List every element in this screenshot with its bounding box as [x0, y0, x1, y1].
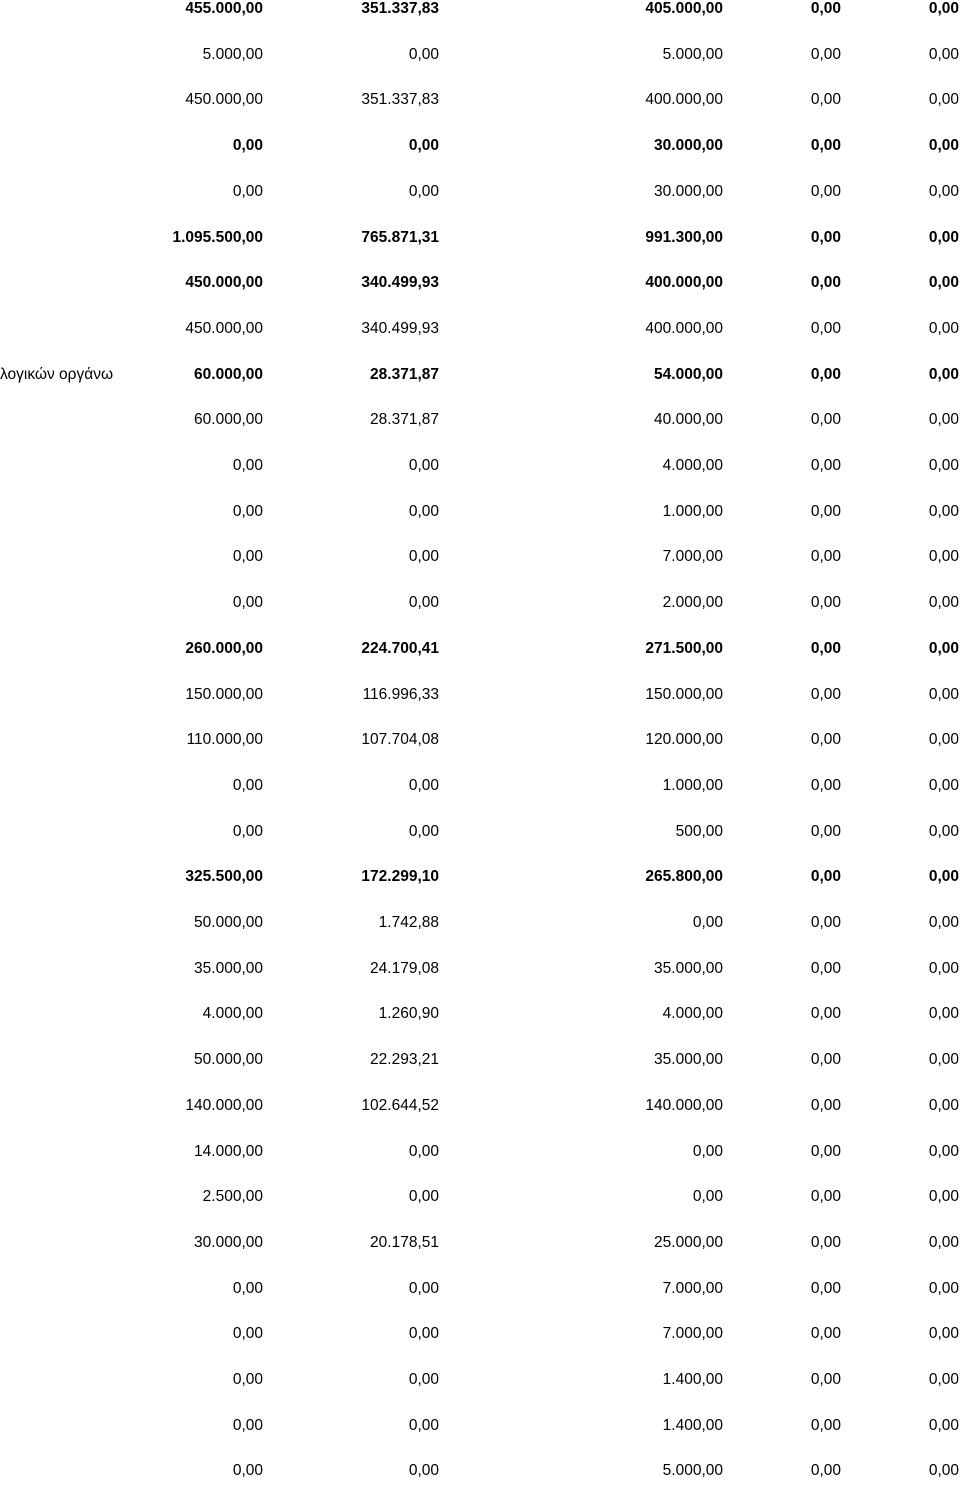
amount-cell-col-1: 0,00 [232, 776, 263, 794]
amount-cell-col-3: 400.000,00 [645, 319, 723, 337]
amount-cell-col-3: 271.500,00 [645, 639, 723, 657]
amount-cell-col-1: 0,00 [232, 548, 263, 566]
amount-cell-col-2: 0,00 [408, 457, 439, 474]
amount-cell-col-5: 0,00 [928, 91, 959, 109]
amount-cell-col-5: 0,00 [928, 776, 959, 794]
amount-cell-col-2: 765.871,31 [361, 228, 439, 246]
amount-cell-col-5: 0,00 [928, 0, 959, 17]
amount-cell-col-5: 0,00 [928, 914, 959, 931]
amount-cell-col-3: 120.000,00 [645, 731, 723, 749]
amount-cell-col-1: 1.095.500,00 [172, 228, 263, 246]
amount-cell-col-1: 0,00 [232, 1371, 263, 1388]
amount-cell-col-1: 5.000,00 [202, 45, 263, 63]
amount-cell-col-4: 0,00 [810, 502, 841, 520]
amount-cell-col-1: 2.500,00 [202, 1188, 263, 1206]
table-row [0, 1005, 960, 1051]
amount-cell-col-4: 0,00 [810, 1005, 841, 1023]
amount-cell-col-2: 24.179,08 [370, 959, 439, 977]
amount-cell-col-3: 54.000,00 [654, 365, 723, 383]
amount-cell-col-1: 30.000,00 [194, 1233, 263, 1251]
table-row-subtotal [0, 868, 960, 914]
amount-cell-col-3: 4.000,00 [662, 457, 723, 474]
amount-cell-col-4: 0,00 [810, 1051, 841, 1069]
amount-cell-col-2: 224.700,41 [361, 639, 439, 657]
amount-cell-col-4: 0,00 [810, 1096, 841, 1114]
amount-cell-col-3: 1.400,00 [662, 1371, 723, 1388]
amount-cell-col-4: 0,00 [810, 959, 841, 977]
amount-cell-col-5: 0,00 [928, 502, 959, 520]
table-row-subtotal [0, 137, 960, 183]
amount-cell-col-3: 150.000,00 [645, 685, 723, 703]
table-row [0, 1188, 960, 1234]
table-row [0, 1143, 960, 1189]
amount-cell-col-5: 0,00 [928, 1462, 959, 1480]
amount-cell-col-4: 0,00 [810, 1371, 841, 1388]
amount-cell-col-3: 0,00 [692, 1142, 723, 1160]
amount-cell-col-3: 1.000,00 [662, 502, 723, 520]
amount-cell-col-2: 20.178,51 [370, 1233, 439, 1251]
amount-cell-col-4: 0,00 [810, 228, 841, 246]
table-row-subtotal [0, 229, 960, 275]
amount-cell-col-3: 5.000,00 [662, 45, 723, 63]
amount-cell-col-5: 0,00 [928, 228, 959, 246]
amount-cell-col-1: 455.000,00 [185, 0, 263, 17]
amount-cell-col-2: 22.293,21 [370, 1051, 439, 1069]
amount-cell-col-3: 2.000,00 [662, 594, 723, 612]
amount-cell-col-4: 0,00 [810, 548, 841, 566]
amount-cell-col-1: 0,00 [232, 502, 263, 520]
amount-cell-col-2: 116.996,33 [362, 685, 439, 703]
amount-cell-col-4: 0,00 [810, 822, 841, 840]
amount-cell-col-5: 0,00 [928, 1325, 959, 1343]
amount-cell-col-1: 0,00 [232, 457, 263, 474]
amount-cell-col-4: 0,00 [810, 182, 841, 200]
amount-cell-col-5: 0,00 [928, 731, 959, 749]
amount-cell-col-4: 0,00 [810, 1188, 841, 1206]
amount-cell-col-3: 7.000,00 [662, 1325, 723, 1343]
amount-cell-col-2: 102.644,52 [361, 1096, 439, 1114]
amount-cell-col-1: 0,00 [232, 1462, 263, 1480]
amount-cell-col-3: 7.000,00 [662, 1279, 723, 1297]
amount-cell-col-2: 0,00 [408, 1371, 439, 1388]
table-row [0, 411, 960, 457]
amount-cell-col-1: 0,00 [232, 182, 263, 200]
amount-cell-col-5: 0,00 [928, 1096, 959, 1114]
amount-cell-col-5: 0,00 [928, 137, 959, 155]
amount-cell-col-3: 35.000,00 [654, 959, 723, 977]
amount-cell-col-5: 0,00 [928, 319, 959, 337]
amount-cell-col-1: 0,00 [232, 822, 263, 840]
amount-cell-col-1: 450.000,00 [185, 319, 263, 337]
table-row [0, 91, 960, 137]
amount-cell-col-4: 0,00 [810, 776, 841, 794]
amount-cell-col-3: 7.000,00 [662, 548, 723, 566]
amount-cell-col-5: 0,00 [928, 1005, 959, 1023]
amount-cell-col-1: 150.000,00 [185, 685, 263, 703]
amount-cell-col-1: 60.000,00 [194, 365, 263, 383]
amount-cell-col-5: 0,00 [928, 1142, 959, 1160]
amount-cell-col-4: 0,00 [810, 868, 841, 886]
amount-cell-col-4: 0,00 [810, 639, 841, 657]
table-row [0, 1234, 960, 1280]
amount-cell-col-1: 0,00 [232, 1416, 263, 1434]
table-row [0, 914, 960, 960]
table-row [0, 960, 960, 1006]
amount-cell-col-2: 0,00 [408, 1325, 439, 1343]
amount-cell-col-5: 0,00 [928, 1188, 959, 1206]
amount-cell-col-1: 450.000,00 [185, 274, 263, 292]
amount-cell-col-1: 140.000,00 [185, 1096, 263, 1114]
amount-cell-col-5: 0,00 [928, 959, 959, 977]
amount-cell-col-3: 0,00 [692, 914, 723, 931]
amount-cell-col-1: 260.000,00 [185, 639, 263, 657]
amount-cell-col-3: 1.000,00 [662, 776, 723, 794]
amount-cell-col-4: 0,00 [810, 91, 841, 109]
table-row-subtotal [0, 366, 960, 412]
table-row [0, 457, 960, 503]
amount-cell-col-5: 0,00 [928, 182, 959, 200]
amount-cell-col-5: 0,00 [928, 822, 959, 840]
amount-cell-col-5: 0,00 [928, 594, 959, 612]
amount-cell-col-2: 0,00 [408, 45, 439, 63]
amount-cell-col-5: 0,00 [928, 274, 959, 292]
table-row [0, 1325, 960, 1371]
amount-cell-col-4: 0,00 [810, 274, 841, 292]
amount-cell-col-2: 0,00 [408, 776, 439, 794]
amount-cell-col-5: 0,00 [928, 365, 959, 383]
table-row [0, 1462, 960, 1508]
amount-cell-col-4: 0,00 [810, 731, 841, 749]
table-row [0, 548, 960, 594]
amount-cell-col-5: 0,00 [928, 1233, 959, 1251]
amount-cell-col-4: 0,00 [810, 1325, 841, 1343]
amount-cell-col-5: 0,00 [928, 1416, 959, 1434]
amount-cell-col-2: 0,00 [408, 594, 439, 612]
amount-cell-col-5: 0,00 [928, 868, 959, 886]
amount-cell-col-2: 1.742,88 [378, 914, 439, 931]
amount-cell-col-1: 35.000,00 [194, 959, 263, 977]
amount-cell-col-3: 500,00 [675, 822, 723, 840]
amount-cell-col-3: 30.000,00 [654, 137, 723, 155]
amount-cell-col-2: 0,00 [408, 1279, 439, 1297]
amount-cell-col-2: 0,00 [408, 502, 439, 520]
amount-cell-col-5: 0,00 [928, 411, 959, 429]
table-row [0, 777, 960, 823]
amount-cell-col-2: 28.371,87 [370, 411, 439, 429]
amount-cell-col-3: 400.000,00 [645, 274, 723, 292]
amount-cell-col-4: 0,00 [810, 1416, 841, 1434]
amount-cell-col-4: 0,00 [810, 914, 841, 931]
table-row [0, 823, 960, 869]
table-row [0, 731, 960, 777]
amount-cell-col-1: 110.000,00 [186, 731, 263, 749]
amount-cell-col-2: 351.337,83 [361, 91, 439, 109]
amount-cell-col-1: 14.000,00 [194, 1142, 263, 1160]
amount-cell-col-4: 0,00 [810, 45, 841, 63]
table-row [0, 320, 960, 366]
amount-cell-col-3: 40.000,00 [654, 411, 723, 429]
amount-cell-col-3: 265.800,00 [645, 868, 723, 886]
amount-cell-col-3: 0,00 [692, 1188, 723, 1206]
amount-cell-col-5: 0,00 [928, 457, 959, 474]
amount-cell-col-1: 0,00 [232, 137, 263, 155]
amount-cell-col-3: 35.000,00 [654, 1051, 723, 1069]
amount-cell-col-4: 0,00 [810, 0, 841, 17]
amount-cell-col-2: 0,00 [408, 548, 439, 566]
amount-cell-col-4: 0,00 [810, 1279, 841, 1297]
row-label: λογικών οργάνω [0, 365, 114, 383]
amount-cell-col-2: 0,00 [408, 822, 439, 840]
table-row [0, 1371, 960, 1417]
amount-cell-col-5: 0,00 [928, 1051, 959, 1069]
table-row [0, 46, 960, 92]
amount-cell-col-2: 0,00 [408, 1142, 439, 1160]
table-row [0, 1051, 960, 1097]
amount-cell-col-2: 28.371,87 [370, 365, 439, 383]
amount-cell-col-3: 5.000,00 [662, 1462, 723, 1480]
table-row [0, 503, 960, 549]
amount-cell-col-4: 0,00 [810, 594, 841, 612]
amount-cell-col-4: 0,00 [810, 1462, 841, 1480]
amount-cell-col-1: 50.000,00 [194, 914, 263, 931]
amount-cell-col-2: 0,00 [408, 1462, 439, 1480]
table-row [0, 686, 960, 732]
amount-cell-col-3: 991.300,00 [645, 228, 723, 246]
amount-cell-col-2: 340.499,93 [361, 274, 439, 292]
table-row [0, 594, 960, 640]
amount-cell-col-4: 0,00 [810, 137, 841, 155]
amount-cell-col-3: 405.000,00 [645, 0, 723, 17]
amount-cell-col-3: 400.000,00 [645, 91, 723, 109]
amount-cell-col-1: 450.000,00 [185, 91, 263, 109]
amount-cell-col-4: 0,00 [810, 319, 841, 337]
amount-cell-col-4: 0,00 [810, 1233, 841, 1251]
amount-cell-col-2: 172.299,10 [361, 868, 439, 886]
amount-cell-col-2: 340.499,93 [361, 319, 439, 337]
amount-cell-col-4: 0,00 [810, 411, 841, 429]
amount-cell-col-3: 140.000,00 [645, 1096, 723, 1114]
amount-cell-col-5: 0,00 [928, 1371, 959, 1388]
amount-cell-col-4: 0,00 [810, 685, 841, 703]
table-row [0, 1280, 960, 1326]
amount-cell-col-4: 0,00 [810, 457, 841, 474]
amount-cell-col-1: 50.000,00 [194, 1051, 263, 1069]
table-row-subtotal [0, 0, 960, 46]
amount-cell-col-2: 351.337,83 [361, 0, 439, 17]
amount-cell-col-5: 0,00 [928, 685, 959, 703]
amount-cell-col-1: 325.500,00 [185, 868, 263, 886]
amount-cell-col-3: 4.000,00 [662, 1005, 723, 1023]
amount-cell-col-5: 0,00 [928, 639, 959, 657]
amount-cell-col-1: 4.000,00 [202, 1005, 263, 1023]
table-row [0, 1417, 960, 1463]
amount-cell-col-1: 0,00 [232, 594, 263, 612]
table-row [0, 1097, 960, 1143]
table-row-subtotal [0, 274, 960, 320]
amount-cell-col-1: 0,00 [232, 1279, 263, 1297]
amount-cell-col-5: 0,00 [928, 45, 959, 63]
amount-cell-col-2: 107.704,08 [361, 731, 439, 749]
amount-cell-col-3: 25.000,00 [654, 1233, 723, 1251]
amount-cell-col-5: 0,00 [928, 548, 959, 566]
table-row [0, 183, 960, 229]
amount-cell-col-3: 30.000,00 [654, 182, 723, 200]
amount-cell-col-2: 0,00 [408, 1416, 439, 1434]
amount-cell-col-2: 0,00 [408, 1188, 439, 1206]
amount-cell-col-3: 1.400,00 [662, 1416, 723, 1434]
table-row-subtotal [0, 640, 960, 686]
amount-cell-col-5: 0,00 [928, 1279, 959, 1297]
amount-cell-col-4: 0,00 [810, 1142, 841, 1160]
amount-cell-col-1: 0,00 [232, 1325, 263, 1343]
amount-cell-col-2: 0,00 [408, 182, 439, 200]
amount-cell-col-1: 60.000,00 [194, 411, 263, 429]
amount-cell-col-2: 0,00 [408, 137, 439, 155]
amount-cell-col-2: 1.260,90 [378, 1005, 439, 1023]
amount-cell-col-4: 0,00 [810, 365, 841, 383]
